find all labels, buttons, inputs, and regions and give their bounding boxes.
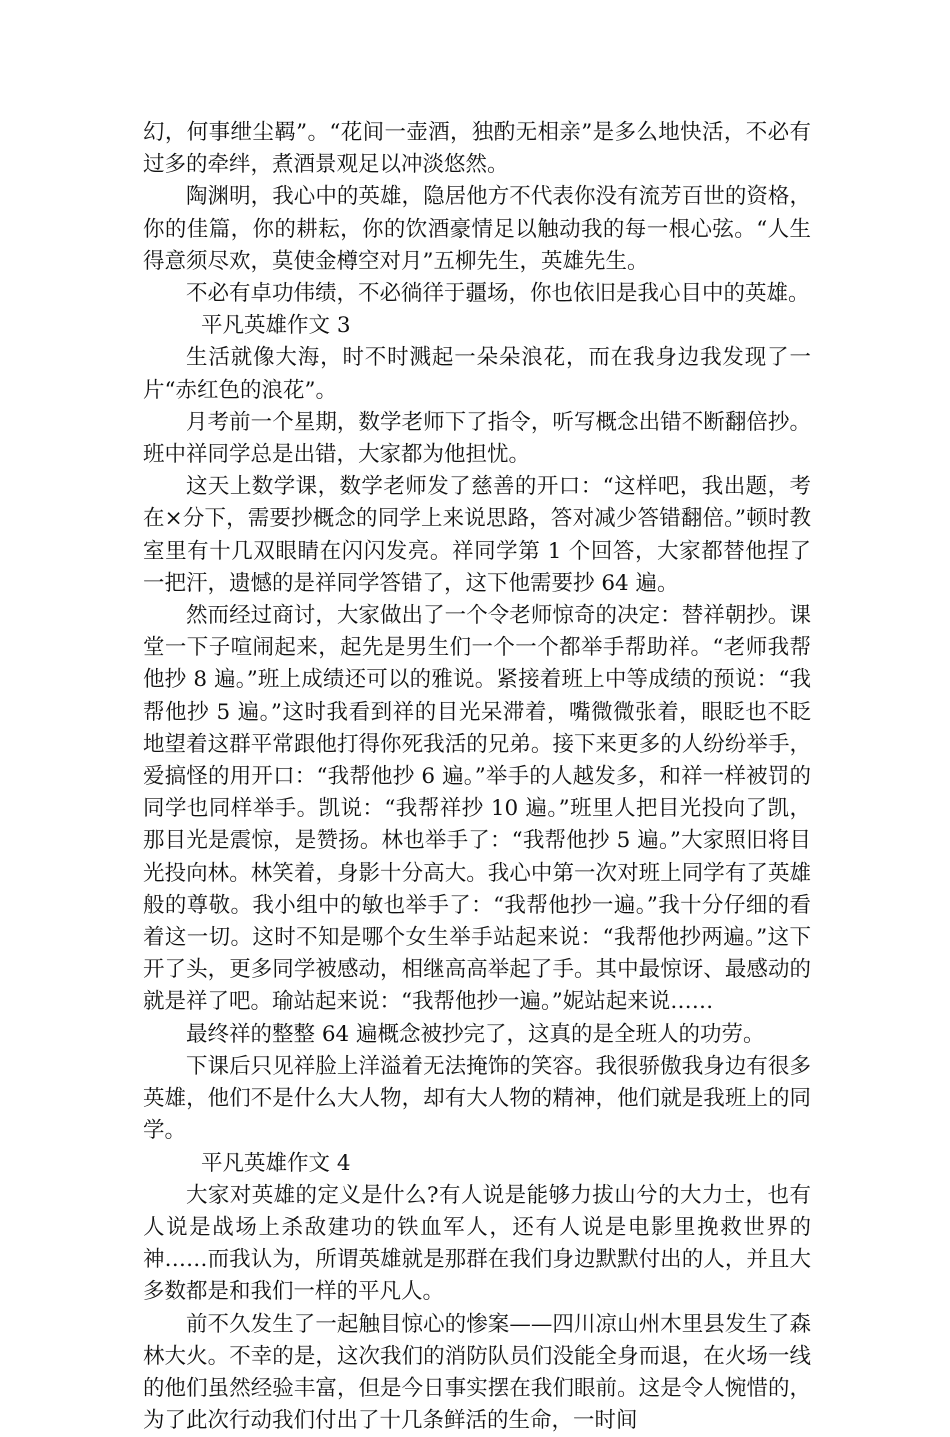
paragraph: 月考前一个星期，数学老师下了指令，听写概念出错不断翻倍抄。班中祥同学总是出错，大家都为他担忧。 [143, 409, 811, 468]
paragraph: 这天上数学课，数学老师发了慈善的开口：“这样吧，我出题，考在×分下，需要抄概念的同学上来说思路，答对减少答错翻倍。”顿时教室里有十几双眼睛在闪闪发亮。祥同学第 1 个回答，大家都替他捏了一把汗，遗憾的是祥同学答错了，这下他需要抄 64 遍。 [143, 474, 811, 596]
paragraph: 最终祥的整整 64 遍概念被抄完了，这真的是全班人的功劳。 [186, 1021, 765, 1047]
paragraph: 下课后只见祥脸上洋溢着无法掩饰的笑容。我很骄傲我身边有很多英雄，他们不是什么大人物，却有大人物的精神，他们就是我班上的同学。 [143, 1053, 811, 1144]
paragraph: 然而经过商讨，大家做出了一个令老师惊奇的决定：替祥朝抄。课堂一下子喧闹起来，起先是男生们一个一个都举手帮助祥。“老师我帮他抄 8 遍。”班上成绩还可以的雅说。紧接着班上中等成绩的预说：“我帮他抄 5 遍。”这时我看到祥的目光呆滞着，嘴微微张着，眼眨也不眨地望着这群平常跟他打得你死我活的兄弟。接下来更多的人纷纷举手，爱搞怪的用开口：“我帮他抄 6 遍。”举手的人越发多，和祥一样被罚的同学也同样举手。凯说：“我帮祥抄 10 遍。”班里人把目光投向了凯，那目光是震惊，是赞扬。林也举手了：“我帮他抄 5 遍。”大家照旧将目光投向林。林笑着，身影十分高大。我心中第一次对班上同学有了英雄般的尊敬。我小组中的敏也举手了：“我帮他抄一遍。”我十分仔细的看着这一切。这时不知是哪个女生举手站起来说：“我帮他抄两遍。”这下开了头，更多同学被感动，相继高高举起了手。其中最惊讶、最感动的就是祥了吧。瑜站起来说：“我帮他抄一遍。”妮站起来说…… [143, 603, 811, 1015]
document-body [143, 117, 811, 1437]
paragraph: 大家对英雄的定义是什么?有人说是能够力拔山兮的大力士，也有人说是战场上杀敌建功的铁血军人，还有人说是电影里挽救世界的神……而我认为，所谓英雄就是那群在我们身边默默付出的人，并且大多数都是和我们一样的平凡人。 [143, 1182, 811, 1305]
essay-heading: 平凡英雄作文 3 [201, 313, 351, 339]
paragraph: 不必有卓功伟绩，不必徜徉于疆场，你也依旧是我心目中的英雄。 [186, 281, 810, 307]
paragraph: 前不久发生了一起触目惊心的惨案——四川凉山州木里县发生了森林大火。不幸的是，这次我们的消防队员们没能全身而退，在火场一线的他们虽然经验丰富，但是今日事实摆在我们眼前。这是令人惋惜的，为了此次行动我们付出了十几条鲜活的生命，一时间 [143, 1311, 811, 1434]
paragraph: 陶渊明，我心中的英雄，隐居他方不代表你没有流芳百世的资格，你的佳篇，你的耕耘，你的饮酒豪情足以触动我的每一根心弦。“人生得意须尽欢，莫使金樽空对月”五柳先生，英雄先生。 [143, 184, 811, 274]
essay-heading: 平凡英雄作文 4 [201, 1150, 351, 1176]
paragraph-continuation: 幻，何事绁尘羁”。“花间一壶酒，独酌无相亲”是多么地快活，不必有过多的牵绊，煮酒景观足以冲淡悠然。 [143, 120, 811, 178]
paragraph: 生活就像大海，时不时溅起一朵朵浪花，而在我身边我发现了一片“赤红色的浪花”。 [143, 345, 811, 403]
